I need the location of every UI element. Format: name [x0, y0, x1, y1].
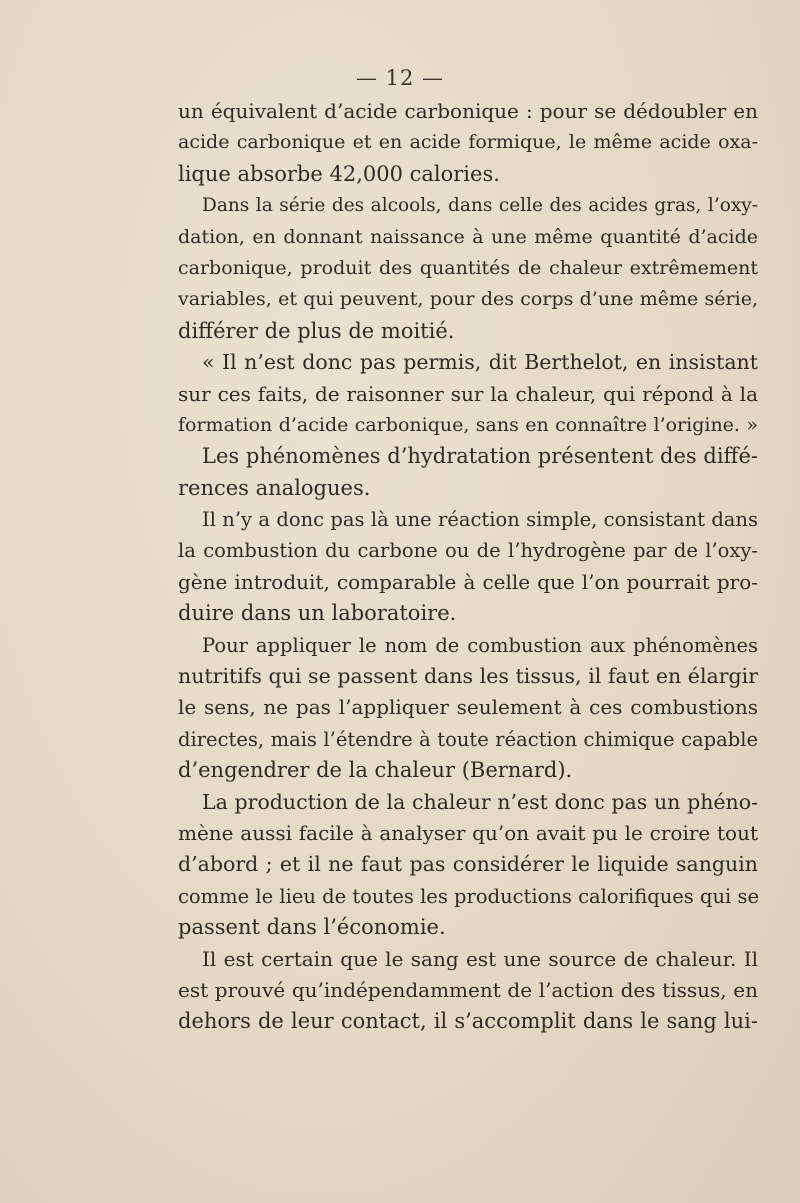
text-line: acide carbonique et en acide formique, le même acide oxa- [178, 131, 758, 154]
text-line: gène introduit, comparable à celle que l’on pourrait pro- [178, 569, 758, 594]
text-line: passent dans l’économie. [178, 915, 446, 940]
text-line: directes, mais l’étendre à toute réaction chimique capable [178, 727, 758, 751]
text-line: dehors de leur contact, il s’accomplit dans le sang lui- [178, 1009, 758, 1034]
text-line: Il n’y a donc pas là une réaction simple, consistant dans [202, 508, 758, 532]
text-line: la combustion du carbone ou de l’hydrogène par de l’oxy- [178, 539, 758, 563]
text-line: est prouvé qu’indépendamment de l’action des tissus, en [178, 977, 758, 1002]
text-line: d’engendrer de la chaleur (Bernard). [178, 758, 573, 783]
text-line: rences analogues. [178, 475, 371, 500]
text-line: variables, et qui peuvent, pour des corps d’une même série, [178, 288, 758, 311]
text-line: formation d’acide carbonique, sans en connaître l’origine. » [178, 413, 758, 436]
text-line: le sens, ne pas l’appliquer seulement à ces combustions [178, 695, 758, 720]
body-text [178, 96, 758, 1038]
text-line: différer de plus de moitié. [178, 318, 455, 343]
text-line: un équivalent d’acide carbonique : pour se dédoubler en [178, 99, 758, 123]
text-line: d’abord ; et il ne faut pas considérer le liquide sanguin [178, 852, 758, 877]
text-line: « Il n’est donc pas permis, dit Berthelot, en insistant [202, 350, 758, 375]
text-line: La production de la chaleur n’est donc pas un phéno- [202, 789, 758, 814]
text-line: comme le lieu de toutes les productions calorifiques qui se [178, 884, 760, 908]
page-number: — 12 — [355, 66, 445, 90]
text-line: dation, en donnant naissance à une même quantité d’acide [178, 225, 758, 248]
text-line: Dans la série des alcools, dans celle des acides gras, l’oxy- [202, 195, 758, 217]
text-line: Pour appliquer le nom de combustion aux phénomènes [202, 633, 758, 657]
text-line: duire dans un laboratoire. [178, 601, 457, 626]
text-line: lique absorbe 42,000 calories. [178, 161, 500, 186]
text-line: sur ces faits, de raisonner sur la chaleur, qui répond à la [178, 381, 758, 406]
text-line: Les phénomènes d’hydratation présentent des diffé- [202, 444, 758, 469]
text-line: Il est certain que le sang est une source de chaleur. Il [202, 946, 758, 971]
text-line: mène aussi facile à analyser qu’on avait pu le croire tout [178, 820, 758, 845]
text-line: carbonique, produit des quantités de chaleur extrêmement [178, 256, 758, 279]
text-line: nutritifs qui se passent dans les tissus, il faut en élargir [178, 664, 758, 689]
